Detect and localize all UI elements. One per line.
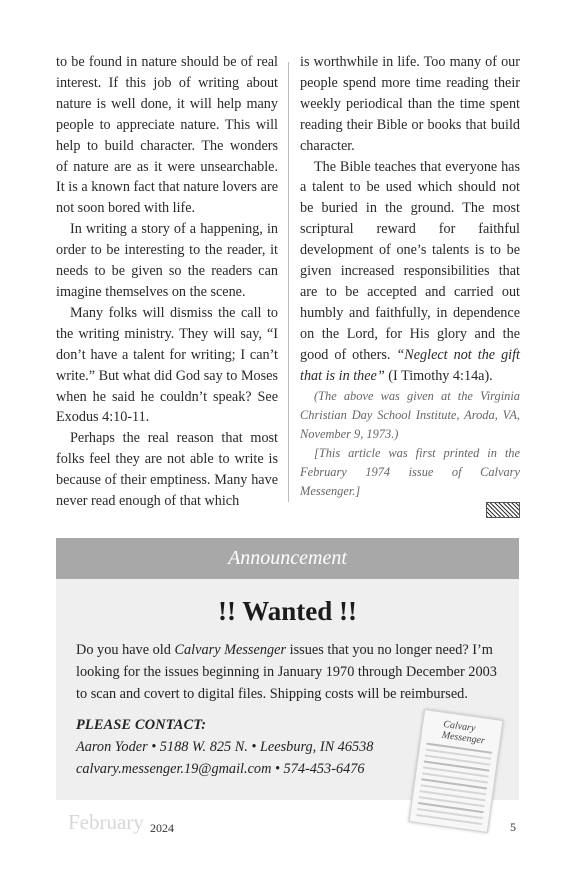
wanted-title: !! Wanted !! — [218, 596, 357, 626]
paragraph: to be found in nature should be of real interest. If this job of writing about nature is well done, it will help many people to appreciate nature. This will help to build character. The wonders of nature are as it were unsearchable. It is a known fact that nature lovers are not soon bored with life. — [56, 54, 278, 217]
right-column — [300, 52, 520, 501]
contact-block — [76, 714, 373, 780]
left-column — [56, 52, 278, 512]
paragraph: Perhaps the real reason that most folks feel they are not able to write is because of their emptiness. Many have never read enough of that which — [56, 430, 278, 510]
article-columns — [56, 52, 520, 522]
end-mark-icon — [486, 502, 520, 518]
paragraph: is worthwhile in life. Too many of our people spend more time reading their weekly periodical than the time spent reading their Bible or books that build character. — [300, 54, 520, 154]
column-divider — [288, 62, 289, 502]
paragraph-text: The Bible teaches that everyone has a talent to be used which should not be buried in the ground. The most scriptural reward for faithful development of one’s talents is to be given increased responsibilities that are to be accepted and carried out humbly and faithfully, in dependence on the Lord, for His glory and the good of others. — [300, 158, 520, 363]
scripture-quote: “Neglect not the gift that is in thee” — [300, 346, 520, 384]
body-text: Do you have old — [76, 642, 175, 658]
announcement-body — [76, 639, 501, 705]
reprint-note: [This article was first printed in the February 1974 issue of Calvary Messenger.] — [300, 445, 520, 498]
paragraph — [300, 157, 520, 387]
magazine-cover-thumbnail — [408, 709, 503, 833]
contact-label: PLEASE CONTACT: — [76, 717, 207, 733]
magazine-name: Calvary Messenger — [174, 642, 287, 658]
body-text: issues that you no longer need? I’m looking for the issues beginning in January 1970 through December 2003 to scan and covert to digital files. Shipping costs will be reimbursed. — [76, 642, 497, 702]
footer-month: February — [68, 810, 144, 834]
source-note: (The above was given at the Virginia Christian Day School Institute, Aroda, VA, November 9, 1973.) — [300, 388, 520, 441]
contact-email-phone: calvary.messenger.19@gmail.com • 574-453-6476 — [76, 761, 365, 777]
paragraph: In writing a story of a happening, in order to be interesting to the reader, it needs to be given so the readers can imagine themselves on the scene. — [56, 221, 278, 300]
contact-address: Aaron Yoder • 5188 W. 825 N. • Leesburg, IN 46538 — [76, 739, 374, 755]
magazine-logo: Calvary Messenger — [441, 718, 486, 747]
announcement-header: Announcement — [56, 538, 519, 579]
page-number: 5 — [510, 820, 516, 834]
footer-year: 2024 — [150, 821, 174, 835]
scripture-reference: (I Timothy 4:14a). — [388, 367, 493, 384]
paragraph: Many folks will dismiss the call to the writing ministry. They will say, “I don’t have a talent for writing; I can’t write.” But what did God say to Moses when he said he couldn’t speak? See Exodus 4:10-11. — [56, 304, 278, 426]
